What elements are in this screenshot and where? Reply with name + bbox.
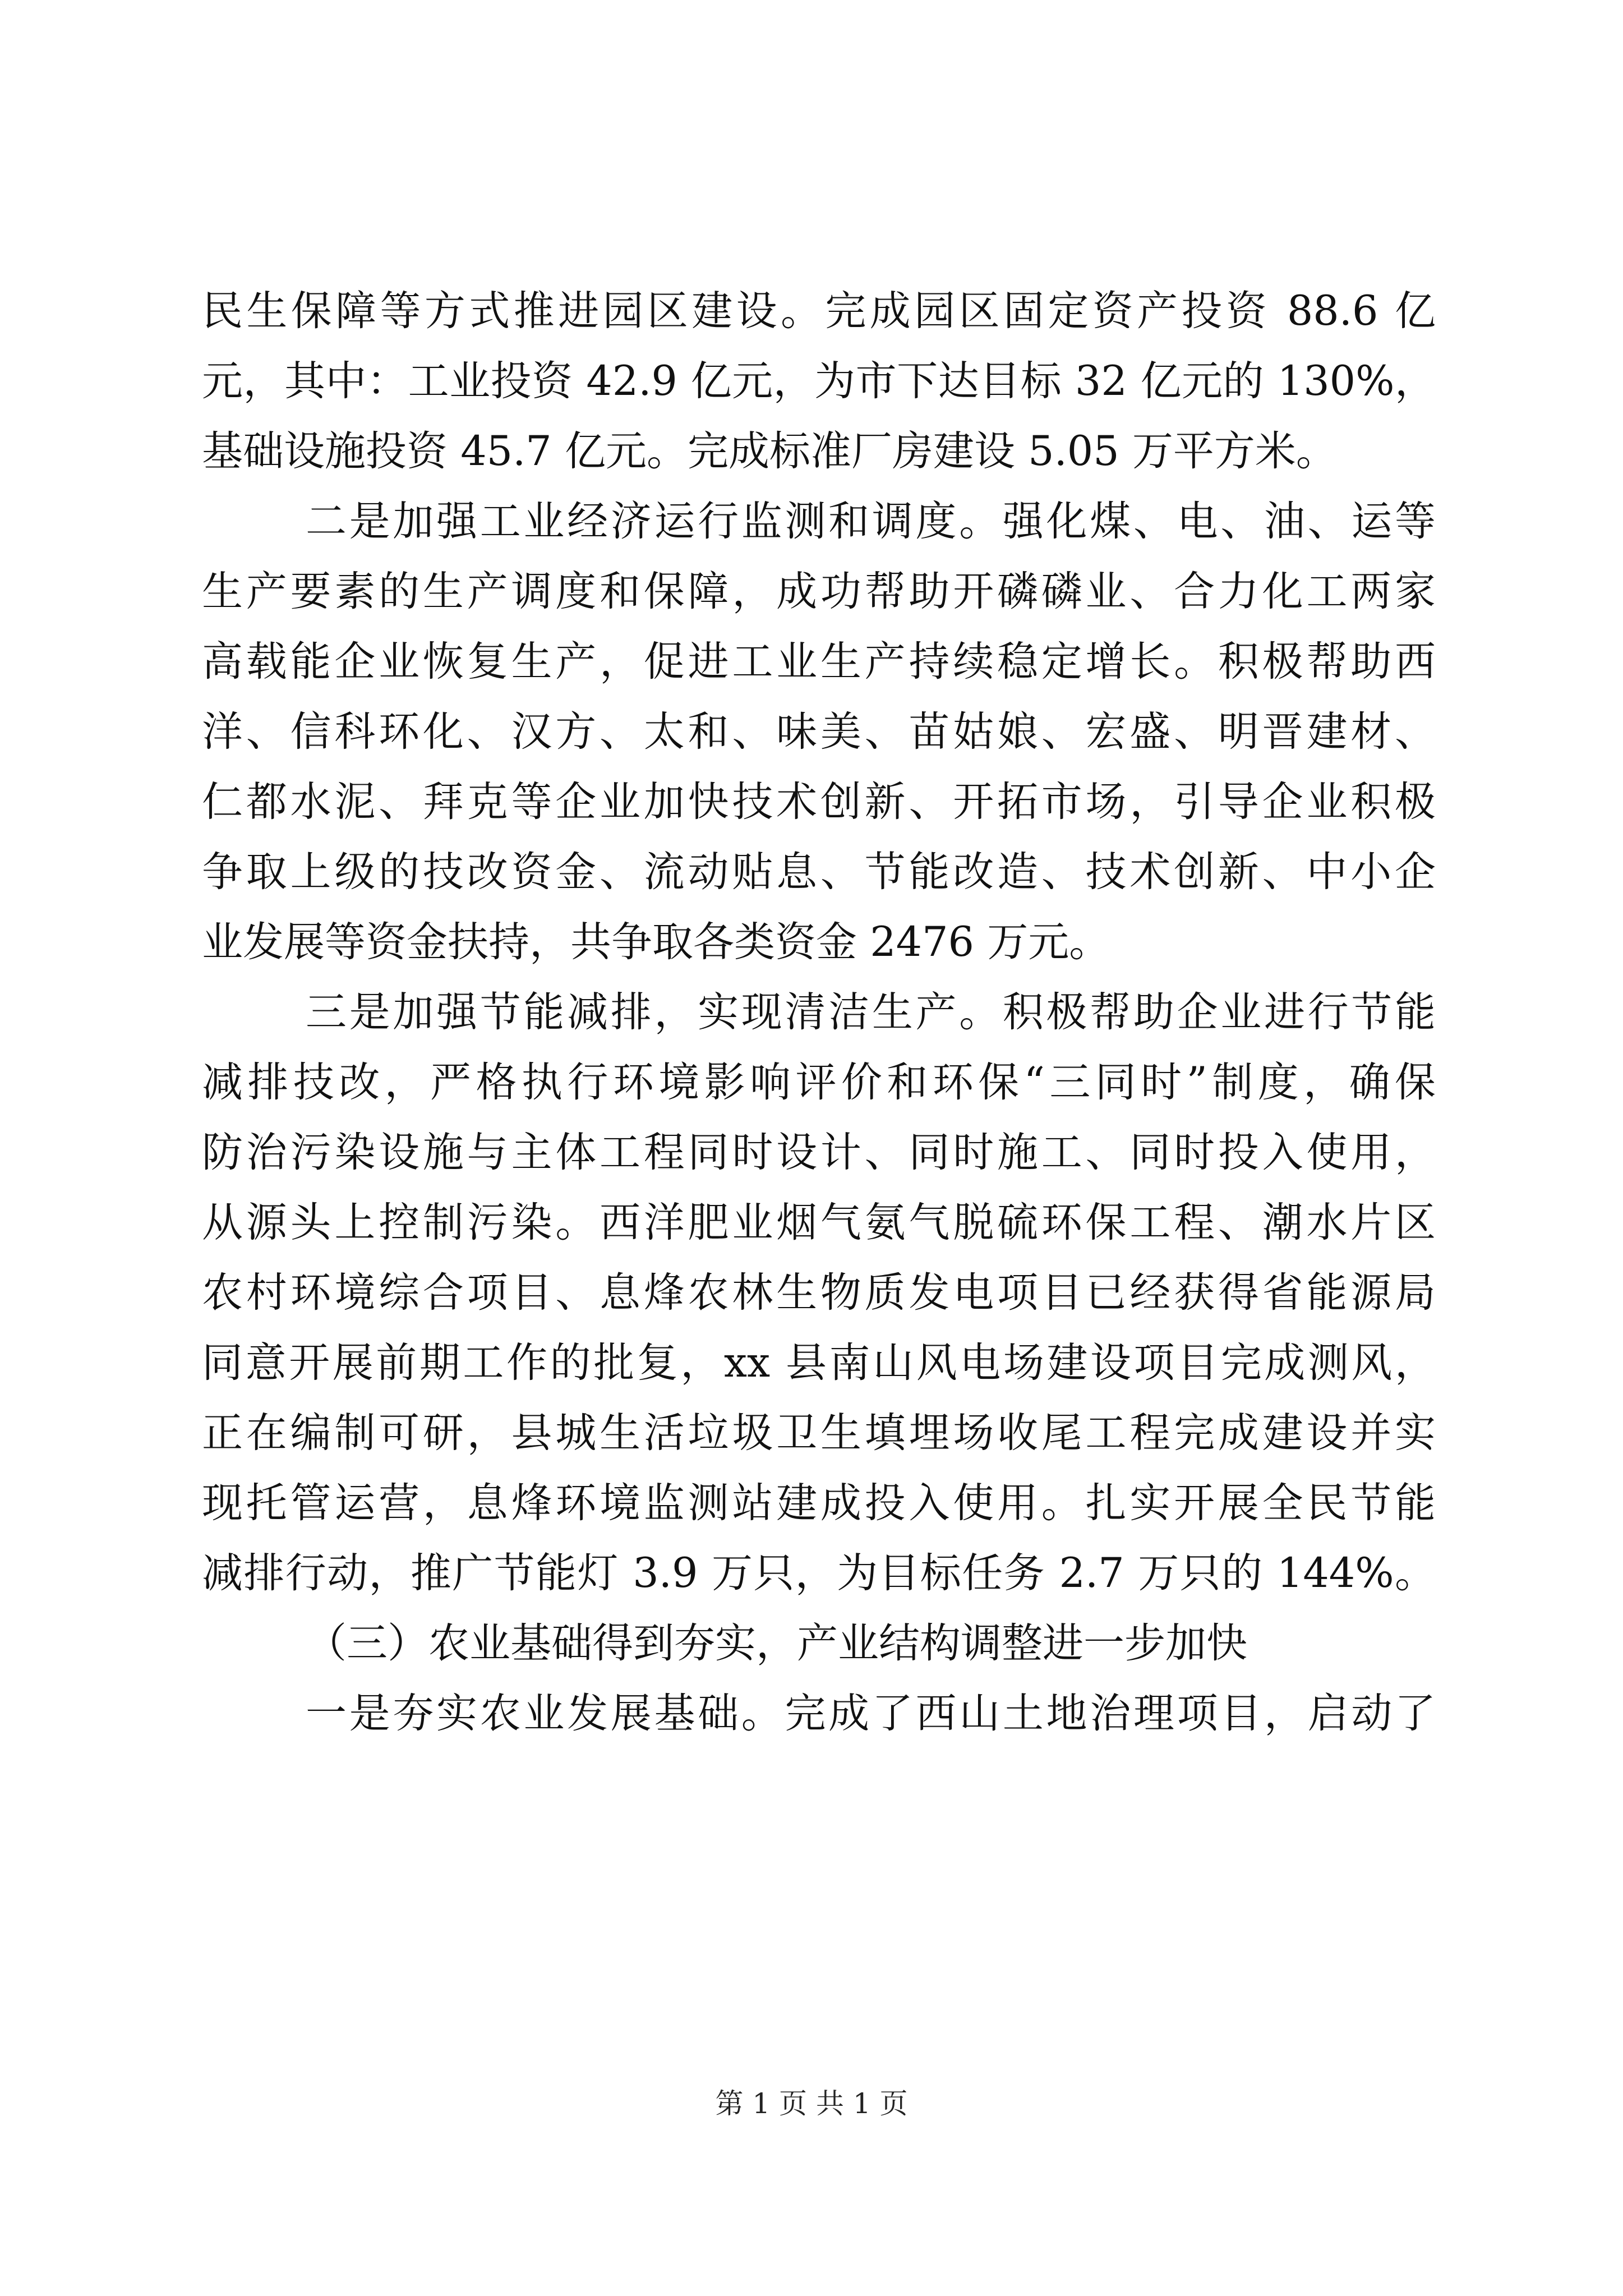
text-line: 仁都水泥、拜克等企业加快技术创新、开拓市场，引导企业积极 bbox=[202, 778, 1436, 826]
text-line: 民生保障等方式推进园区建设。完成园区固定资产投资 88.6 亿 bbox=[202, 287, 1436, 335]
text-line: 生产要素的生产调度和保障，成功帮助开磷磷业、合力化工两家 bbox=[202, 568, 1436, 615]
text-line: 业发展等资金扶持，共争取各类资金 2476 万元。 bbox=[202, 918, 1110, 966]
text-line: 现托管运营，息烽环境监测站建成投入使用。扎实开展全民节能 bbox=[202, 1479, 1436, 1527]
text-line: 防治污染设施与主体工程同时设计、同时施工、同时投入使用， bbox=[202, 1129, 1436, 1176]
text-line: 高载能企业恢复生产，促进工业生产持续稳定增长。积极帮助西 bbox=[202, 638, 1436, 685]
text-line: 从源头上控制污染。西洋肥业烟气氨气脱硫环保工程、潮水片区 bbox=[202, 1199, 1436, 1246]
text-line: 争取上级的技改资金、流动贴息、节能改造、技术创新、中小企 bbox=[202, 848, 1436, 896]
text-line: 元，其中：工业投资 42.9 亿元，为市下达目标 32 亿元的 130%， bbox=[202, 357, 1436, 405]
text-line: 同意开展前期工作的批复，xx 县南山风电场建设项目完成测风， bbox=[202, 1339, 1436, 1387]
section-heading: （三）农业基础得到夯实，产业结构调整进一步加快 bbox=[306, 1619, 1247, 1667]
text-line: 基础设施投资 45.7 亿元。完成标准厂房建设 5.05 万平方米。 bbox=[202, 427, 1337, 475]
paragraph-first-line: 一是夯实农业发展基础。完成了西山土地治理项目，启动了 bbox=[306, 1690, 1436, 1737]
page-footer: 第 1 页 共 1 页 bbox=[715, 2087, 908, 2120]
text-line: 减排技改，严格执行环境影响评价和环保“三同时”制度，确保 bbox=[202, 1059, 1436, 1106]
text-line: 减排行动，推广节能灯 3.9 万只，为目标任务 2.7 万只的 144%。 bbox=[202, 1549, 1436, 1597]
text-line: 农村环境综合项目、息烽农林生物质发电项目已经获得省能源局 bbox=[202, 1269, 1436, 1317]
paragraph-first-line: 二是加强工业经济运行监测和调度。强化煤、电、油、运等 bbox=[306, 498, 1436, 545]
text-line: 洋、信科环化、汉方、太和、味美、苗姑娘、宏盛、明晋建材、 bbox=[202, 708, 1436, 756]
text-line: 正在编制可研，县城生活垃圾卫生填埋场收尾工程完成建设并实 bbox=[202, 1409, 1436, 1457]
paragraph-first-line: 三是加强节能减排，实现清洁生产。积极帮助企业进行节能 bbox=[306, 988, 1436, 1036]
